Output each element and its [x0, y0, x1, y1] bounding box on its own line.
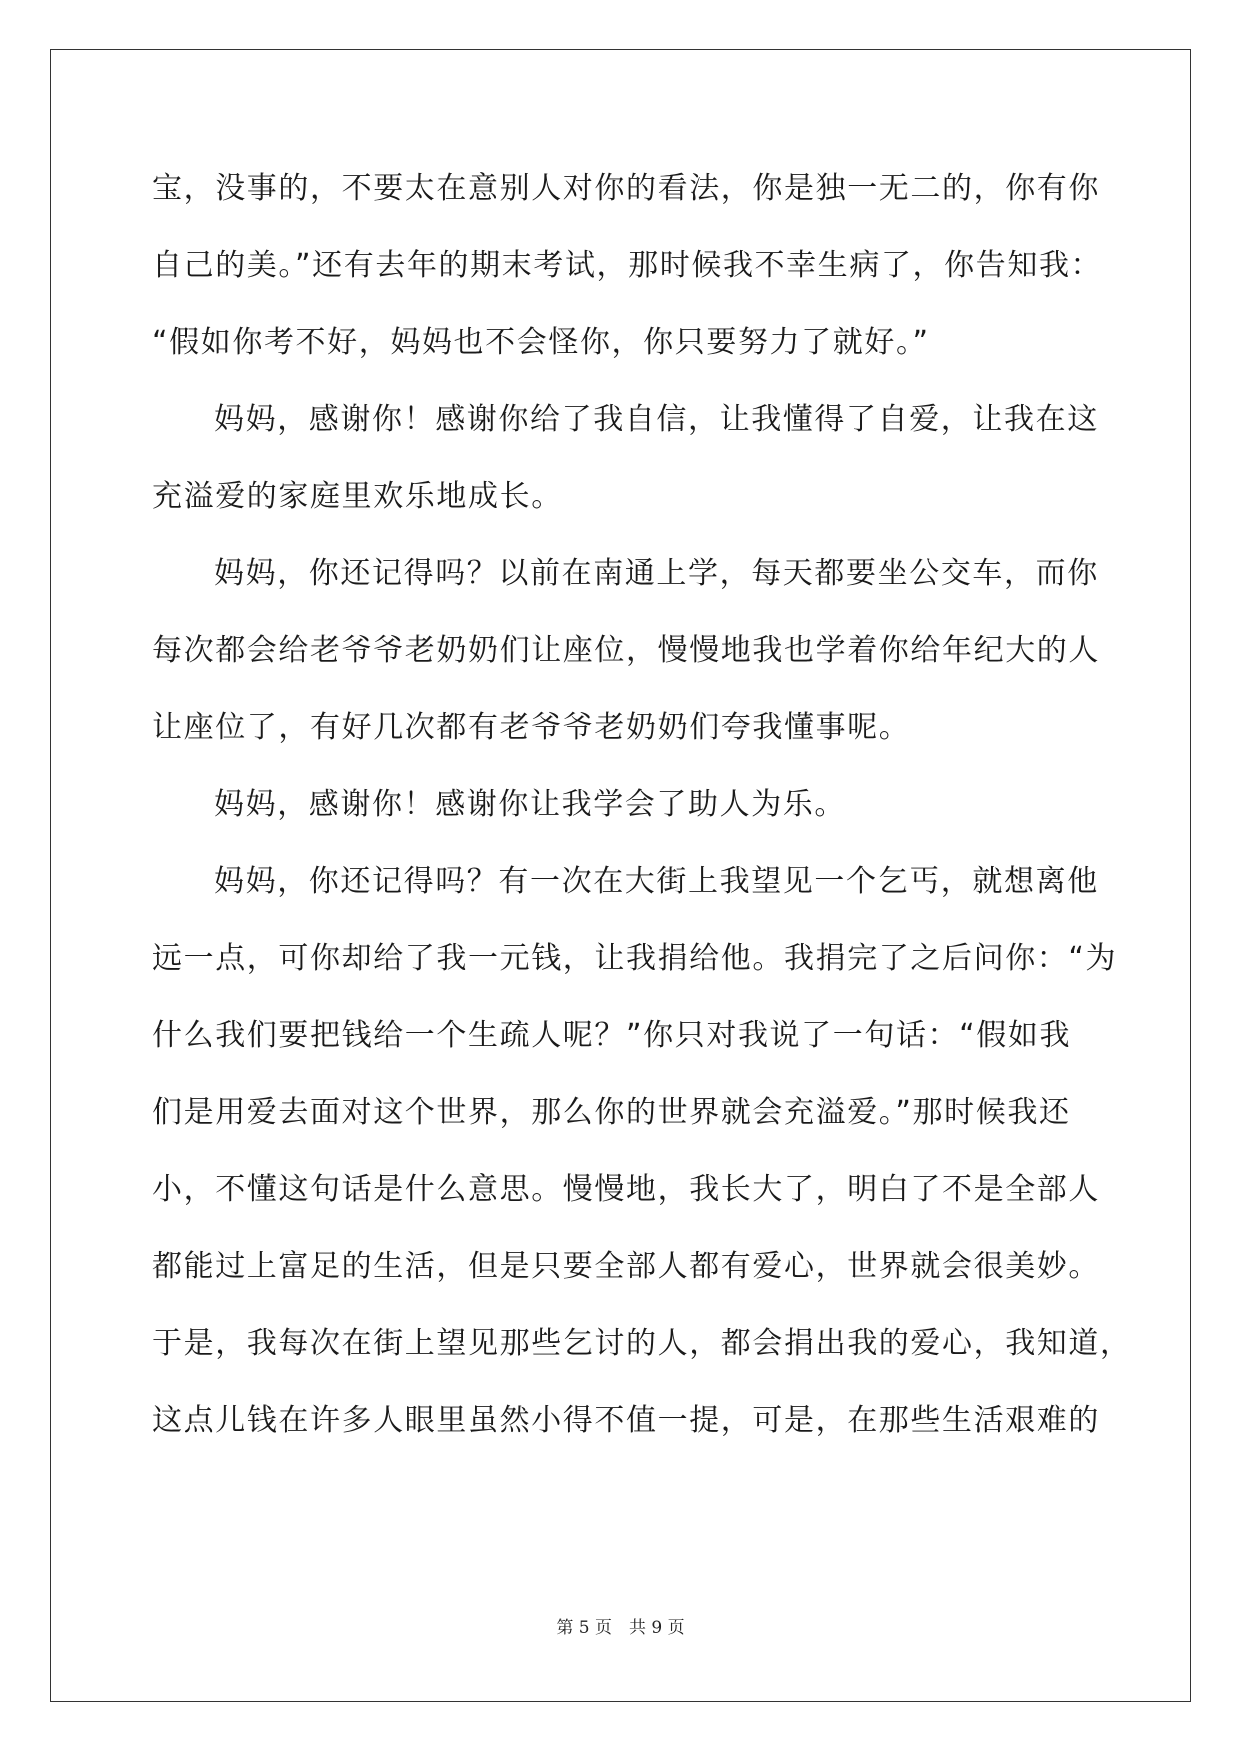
- text-line: 让座位了，有好几次都有老爷爷老奶奶们夸我懂事呢。: [152, 710, 911, 745]
- text-line: 于是，我每次在街上望见那些乞讨的人，都会捐出我的爱心，我知道，: [152, 1326, 1132, 1361]
- paragraph-first-line: 妈妈，感谢你！感谢你让我学会了助人为乐。: [214, 787, 846, 822]
- text-line: 充溢爱的家庭里欢乐地成长。: [152, 479, 563, 514]
- paragraph-first-line: 妈妈，感谢你！感谢你给了我自信，让我懂得了自爱，让我在这: [214, 402, 1099, 437]
- page-number-footer: 第 5 页 共 9 页: [556, 1618, 685, 1638]
- text-line: 远一点，可你却给了我一元钱，让我捐给他。我捐完了之后问你：“为: [152, 941, 1118, 976]
- text-line: 小，不懂这句话是什么意思。慢慢地，我长大了，明白了不是全部人: [152, 1172, 1100, 1207]
- paragraph-first-line: 妈妈，你还记得吗？有一次在大街上我望见一个乞丐，就想离他: [214, 864, 1099, 899]
- text-line: 每次都会给老爷爷老奶奶们让座位，慢慢地我也学着你给年纪大的人: [152, 633, 1100, 668]
- text-line: 们是用爱去面对这个世界，那么你的世界就会充溢爱。”那时候我还: [152, 1095, 1071, 1130]
- text-line: 自己的美。”还有去年的期末考试，那时候我不幸生病了，你告知我：: [152, 248, 1103, 283]
- text-line: 什么我们要把钱给一个生疏人呢？”你只对我说了一句话：“假如我: [152, 1018, 1072, 1053]
- paragraph-first-line: 妈妈，你还记得吗？以前在南通上学，每天都要坐公交车，而你: [214, 556, 1099, 591]
- document-body: [152, 164, 1132, 1473]
- text-line: 都能过上富足的生活，但是只要全部人都有爱心，世界就会很美妙。: [152, 1249, 1100, 1284]
- text-line: 宝，没事的，不要太在意别人对你的看法，你是独一无二的，你有你: [152, 171, 1100, 206]
- text-line: “假如你考不好，妈妈也不会怪你，你只要努力了就好。”: [152, 325, 930, 360]
- text-line: 这点儿钱在许多人眼里虽然小得不值一提，可是，在那些生活艰难的: [152, 1403, 1100, 1438]
